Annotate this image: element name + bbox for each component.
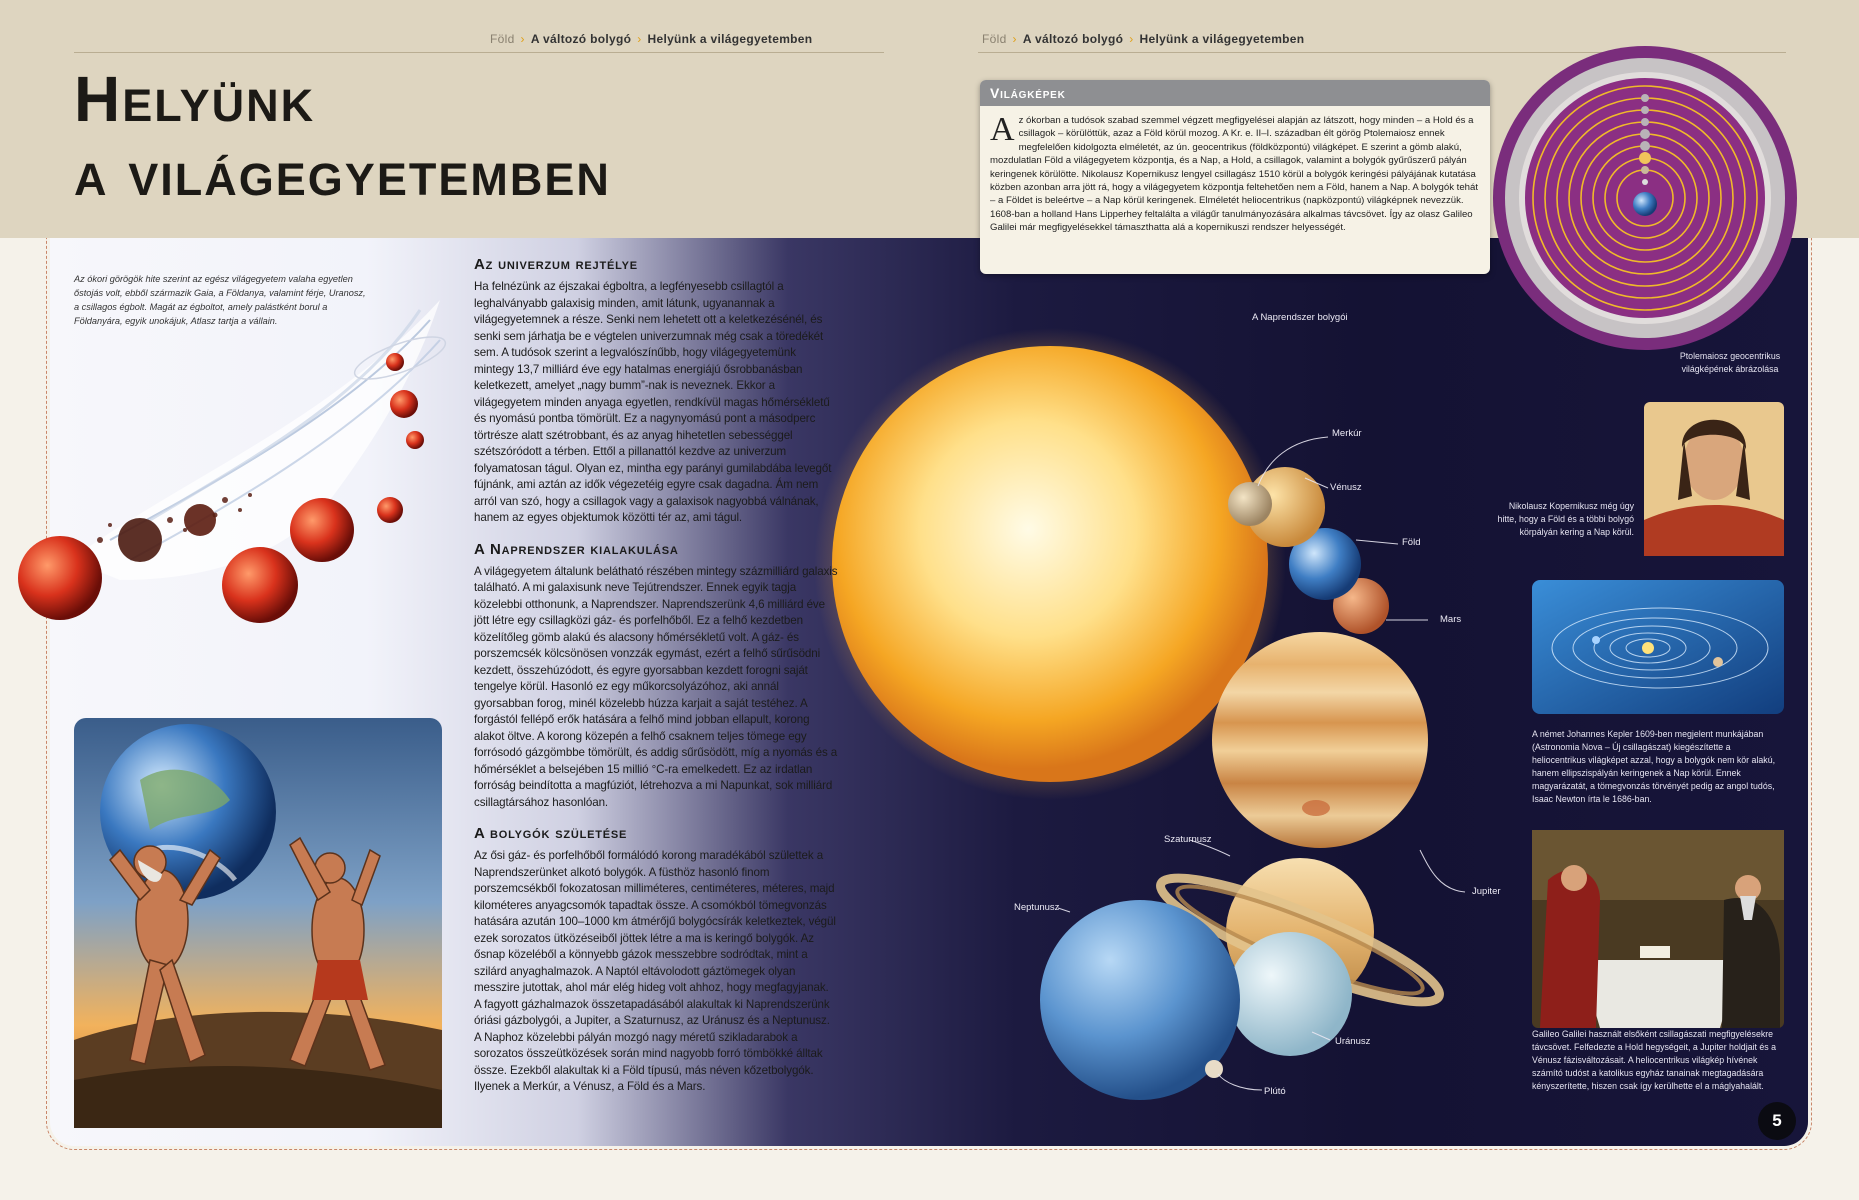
- sidebar-box-body: z ókorban a tudósok szabad szemmel végzett megfigyelései alapján az látszott, hogy minden – a Hold és a csillagok – körülöttük, azaz a Föld körül mozog. A Kr. e. II–I. században élt görög Ptolemaiosz ennek megfelelően kidolgozta elméletét, az ún. geocentrikus (földközpontú) világképet. E szerint a gömb alakú, mozdulatlan Föld a világegyetem központja, és a Nap, a Hold, a csillagok, valamint a bolygók gyűrűszerű pályán keringenek körülötte. Nikolausz Kopernikusz lengyel csillagász 1510 körül a bolygók keringési pályájának kutatása közben azonban arra jött rá, hogy a világegyetem központja feltehetően nem a Föld, hanem a Nap. A bolygók tehát – a Földet is beleértve – a Nap körül keringenek. Elméletét heliocentrikus (napközpontú) világképnek nevezzük. 1608-ban a holland Hans Lipperhey feltalálta a világűr tanulmányozására alkalmas távcsövet. Így az olasz Galileo Galilei már megfigyelésekkel támaszthatta alá a kopernikuszi rendszer helyességét.: [990, 115, 1478, 234]
- label-venus: Vénusz: [1330, 482, 1362, 493]
- section-text: A világegyetem általunk belátható részében mintegy százmilliárd galaxis található. A mi galaxisunk neve Tejútrendszer. Ennek egyik tagja közelebbi otthonunk, a Naprendszer. Naprendszerünk 4,6 milliárd éve jött létre egy csillagközi gáz- és porfelhőből. Ez a felhő kezdetben közelítőleg gömb alakú és alacsony hőmérsékletű volt. A gáz- és porszemcsék kölcsönösen vonzzák egymást, ezért a felhő sűrűsödni kezdett, összehúzódott, és egyre gyorsabban kezdett forogni saját tengelye körül. Hasonló ez egy műkorcsolyázóhoz, aki annál gyorsabban forog, minél közelebb húzza karjait a saját testéhez. A forgástól fellépő erők hatására a felhő mind jobban ellapult, korong alakot öltve. A korong közepén a felhő csaknem teljes tömege egy forrósodó gázgömbbe tömörült, és addig sűrűsödött, míg a nyomás és a hőmérséklet a belsejében 15 millió °C-ra emelkedett. Ez az irdatlan forróság beindította a magfúziót, létrehozva a mi Napunkat, sok milliárd csillagtársához hasonlóan.: [474, 564, 838, 809]
- label-jupiter: Jupiter: [1472, 886, 1501, 897]
- gaia-caption: Az ókori görögök hite szerint az egész világegyetem valaha egyetlen őstojás volt, ebből származik Gaia, a Földanya, valamint férje, Uranosz, a csillagos égbolt. Magát az égboltot, amely palástként borul a Földanyára, egyik unokájuk, Atlasz tartja a vállain.: [74, 274, 366, 326]
- sidebar-box-title: Világképek: [980, 80, 1490, 106]
- label-neptune: Neptunusz: [1014, 902, 1060, 913]
- chevron-right-icon: ›: [1129, 32, 1134, 46]
- sidebar-box-text: [980, 106, 1490, 243]
- breadcrumb-current: Helyünk a világegyetemben: [1139, 32, 1305, 46]
- planets-heading: A Naprendszer bolygói: [1252, 312, 1348, 323]
- label-saturn: Szaturnusz: [1164, 834, 1212, 845]
- page-title-line1: Helyünk: [74, 63, 316, 135]
- page-number: 5: [1758, 1102, 1796, 1140]
- copernicus-portrait: [1644, 402, 1784, 556]
- uranus: [1228, 932, 1352, 1056]
- page-title-line2: a világegyetemben: [74, 137, 611, 209]
- cosmic-egg-illustration: [18, 300, 450, 623]
- drop-cap: A: [990, 111, 1015, 148]
- chevron-right-icon: ›: [1012, 32, 1017, 46]
- section-heading: A Naprendszer kialakulása: [474, 540, 679, 558]
- label-uranus: Uránusz: [1335, 1036, 1371, 1047]
- chevron-right-icon: ›: [637, 32, 642, 46]
- galileo-caption: Galileo Galilei használt elsőként csillagászati megfigyelésekre távcsövet. Felfedezte a Hold hegységeit, a Jupiter holdjait és a Vénusz fázisváltozásait. A heliocentrikus világkép hívének számító tudóst a katolikus egyház tanainak megtagadására kényszerítette, hiszen csak így kerülhette el a máglyahalált.: [1532, 1029, 1777, 1091]
- breadcrumb-item[interactable]: Föld: [982, 32, 1007, 46]
- label-mercury: Merkúr: [1332, 428, 1362, 439]
- breadcrumb-item[interactable]: A változó bolygó: [530, 32, 632, 46]
- label-pluto: Plútó: [1264, 1086, 1286, 1097]
- label-mars: Mars: [1440, 614, 1462, 625]
- ptolemy-caption: Ptolemaiosz geocentrikus világképének ábrázolása: [1679, 351, 1781, 374]
- breadcrumb-item[interactable]: Föld: [490, 32, 515, 46]
- ptolemy-diagram: [1493, 46, 1797, 350]
- main-article: [474, 256, 838, 1110]
- galileo-painting: [1532, 830, 1784, 1028]
- kepler-orbits-illustration: [1532, 580, 1784, 714]
- section-text: Ha felnézünk az éjszakai égboltra, a legfényesebb csillagtól a leghalványabb galaxisig minden, amit látunk, ugyanannak a világegyetemnek a része. Senki nem lehetett ott a keletkezésénél, és senki sem járhatja be e végtelen univerzumnak még csak a töredékét sem. A tudósok szerint a legvalószínűbb, hogy világegyetemünk mintegy 13,7 milliárd éve egy hatalmas energiájú ősrobbanásban keletkezett, amelyet „nagy bumm”-nak is neveznek. Ekkor a világegyetem minden anyaga egyetlen, rendkívül magas hőmérsékletű és nyomású pontba tömörült. Ez a nagynyomású pont a másodperc törtrésze alatt szétrobbant, és az anyag hihetetlen sebességgel szétszóródott a térben. Ettől a pillanattól kezdve az univerzum folyamatosan tágul. Olyan ez, mintha egy parányi gumilabdába levegőt fújnánk, ami aztán az idők végezetéig egyre csak dagadna. Ám nem arról van szó, hogy a csillagok vagy a galaxisok nagyobbá válnának, hanem az egyes objektumok közötti tér az, ami tágul.: [474, 280, 832, 524]
- section-heading: Az univerzum rejtélye: [474, 256, 638, 273]
- atlas-illustration: [74, 718, 442, 1128]
- pluto: [1205, 1060, 1223, 1078]
- section-heading: A bolygók születése: [474, 825, 628, 842]
- chevron-right-icon: ›: [520, 32, 525, 46]
- kepler-caption: A német Johannes Kepler 1609-ben megjelent munkájában (Astronomia Nova – Új csillagászat) kiegészítette a heliocentrikus világképet azzal, hogy a bolygók nem kör alakú, hanem ellipszispályán keringenek a Nap körül. Ennek magyarázatát, a tömegvonzás törvényét pedig az angol tudós, Isaac Newton írta le 1686-ban.: [1532, 729, 1776, 804]
- worldview-sidebar-box: [980, 80, 1490, 274]
- section-text: Az ősi gáz- és porfelhőből formálódó korong maradékából születtek a Naprendszerünket alkotó bolygók. A füsthöz hasonló finom porszemcsékből fokozatosan milliméteres, centiméteres, méteres, majd kilométeres anyagcsomók tapadtak össze. A csomókból tömegvonzás hatására azután 100–1000 km átmérőjű bolygócsírák keletkeztek, végül ezek sorozatos ütközéseiből jöttek létre a ma is keringő bolygók. Az ősnap közeléből a könnyebb gázok messzebbre sodródtak, mint a szilárd anyaghalmazok. A Naptól eltávolodott gáztömegek olyan messzire jutottak, ahol már elég hideg volt ahhoz, hogy megfagyjanak. A fagyott gázhalmazok összetapadásából alakultak ki Naprendszerünk óriási gázbolygói, a Jupiter, a Szaturnusz, az Uránusz és a Neptunusz. A Naphoz közelebbi pályán mozgó nagy méretű szikladarabok a sorozatos összeütközések során mind nagyobb forró tömbökké álltak össze. Ezekből alakultak ki a Föld típusú, más néven kőzetbolygók. Ilyenek a Merkúr, a Vénusz, a Föld és a Mars.: [474, 849, 836, 1093]
- breadcrumb-current: Helyünk a világegyetemben: [647, 32, 813, 46]
- copernicus-caption: Nikolausz Kopernikusz még úgy hitte, hogy a Föld és a többi bolygó körpályán kering a Nap körül.: [1497, 501, 1634, 537]
- label-earth: Föld: [1402, 537, 1421, 548]
- mercury: [1228, 482, 1272, 526]
- breadcrumb-item[interactable]: A változó bolygó: [1022, 32, 1124, 46]
